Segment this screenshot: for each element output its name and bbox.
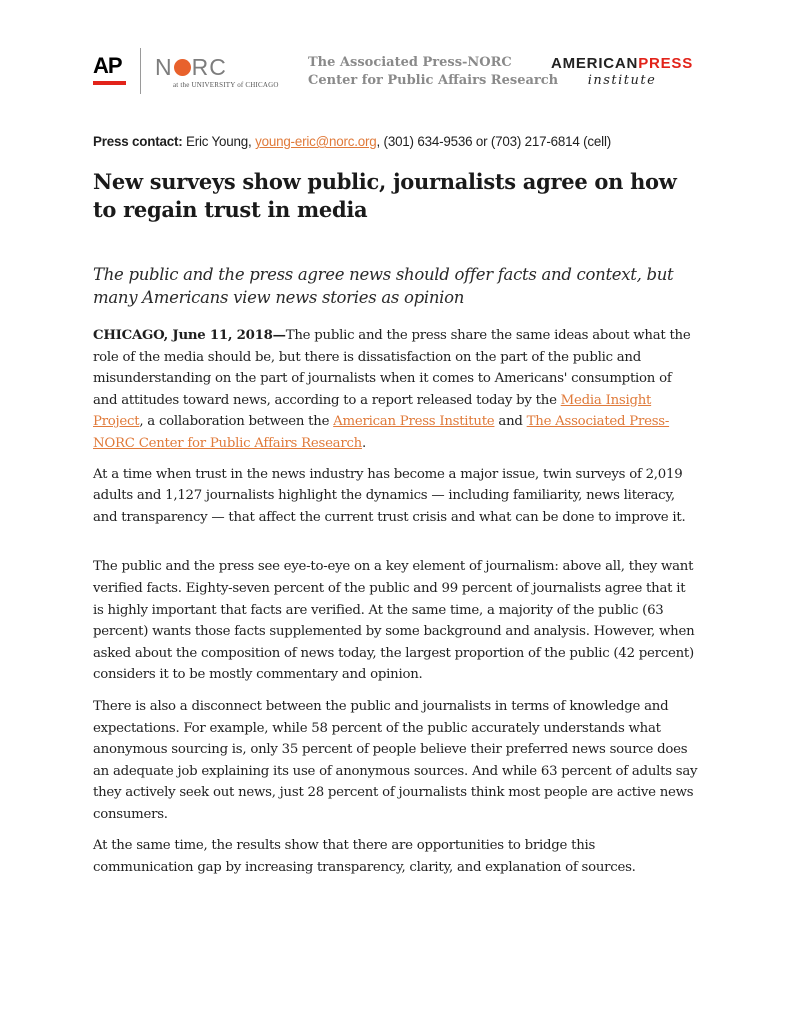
headline: New surveys show public, journalists agree on how to regain trust in media: [93, 169, 677, 222]
norc-letters-rc: RC: [191, 54, 227, 80]
press-contact-phones: , (301) 634-9536 or (703) 217-6814 (cell): [376, 134, 611, 149]
press-contact-name: Eric Young,: [182, 134, 256, 149]
ap-norc-center-name: [308, 54, 558, 90]
api-word-press: PRESS: [638, 55, 694, 72]
media-insight-project-link[interactable]: Media Insight Project: [93, 392, 652, 430]
api-logo-wordmark: [546, 55, 698, 72]
ap-norc-center-link[interactable]: The Associated Press-NORC Center for Public Affairs Research: [93, 414, 670, 451]
press-release-body: [93, 132, 699, 879]
paragraph-lede: [93, 325, 699, 455]
norc-letter-n: N: [155, 54, 173, 80]
norc-wordmark: [155, 55, 285, 79]
norc-o-icon: [174, 59, 191, 76]
press-contact-email-link[interactable]: young-eric@norc.org: [255, 134, 377, 149]
subheadline: The public and the press agree news should offer facts and context, but many Americans view news stories as opinion: [93, 265, 674, 307]
lede-text-d: .: [361, 435, 366, 451]
ap-logo: [93, 55, 127, 87]
lede-text-b: , a collaboration between the: [139, 414, 334, 430]
api-word-american: AMERICAN: [550, 55, 639, 72]
norc-subtitle: at the UNIVERSITY of CHICAGO: [173, 81, 279, 89]
api-word-institute: institute: [587, 73, 657, 88]
norc-logo: [155, 55, 285, 91]
press-contact-label: Press contact:: [93, 134, 183, 149]
paragraph-2: At a time when trust in the news industry has become a major issue, twin surveys of 2,019 adults and 1,127 journalists highlight the dynamics — including familiarity, news literacy, and transparency — that affect the current trust crisis and what can be done to improve it.: [93, 466, 686, 525]
american-press-institute-link[interactable]: American Press Institute: [333, 414, 495, 430]
paragraph-4: There is also a disconnect between the public and journalists in terms of knowledge and expectations. For example, while 58 percent of the public accurately understands what anonymous sourcing is, only 35 percent of people believe their preferred news source does an adequate job explaining its use of anonymous sources. And while 63 percent of adults say they actively seek out news, just 28 percent of journalists think most people are active news consumers.: [93, 698, 698, 822]
american-press-institute-logo: [546, 55, 698, 89]
lede-text-c: and: [494, 414, 527, 430]
center-name-line2: Center for Public Affairs Research: [308, 73, 559, 88]
logo-divider: [140, 48, 141, 94]
dateline: CHICAGO, June 11, 2018—: [93, 328, 286, 343]
paragraph-5: At the same time, the results show that there are opportunities to bridge this communication gap by increasing transparency, clarity, and explanation of sources.: [93, 838, 636, 876]
ap-logo-bar: [93, 81, 126, 85]
paragraph-3: The public and the press see eye-to-eye on a key element of journalism: above all, they want verified facts. Eighty-seven percent of the public and 99 percent of journalists agree that it is highly important that facts are verified. At the same time, a majority of the public (63 percent) wants those facts supplemented by some background and analysis. However, when asked about the composition of news today, the largest proportion of the public (42 percent) considers it to be mostly commentary and opinion.: [93, 559, 695, 683]
lede-text-a: The public and the press share the same ideas about what the role of the media should be, but there is dissatisfaction on the part of the public and misunderstanding on the part of journalists when it comes to Americans' consumption of and attitudes toward news, according to a report released today by the: [93, 328, 691, 408]
press-contact: [93, 132, 699, 152]
ap-logo-text: AP: [93, 53, 122, 78]
center-name-line1: The Associated Press-NORC: [308, 55, 512, 70]
